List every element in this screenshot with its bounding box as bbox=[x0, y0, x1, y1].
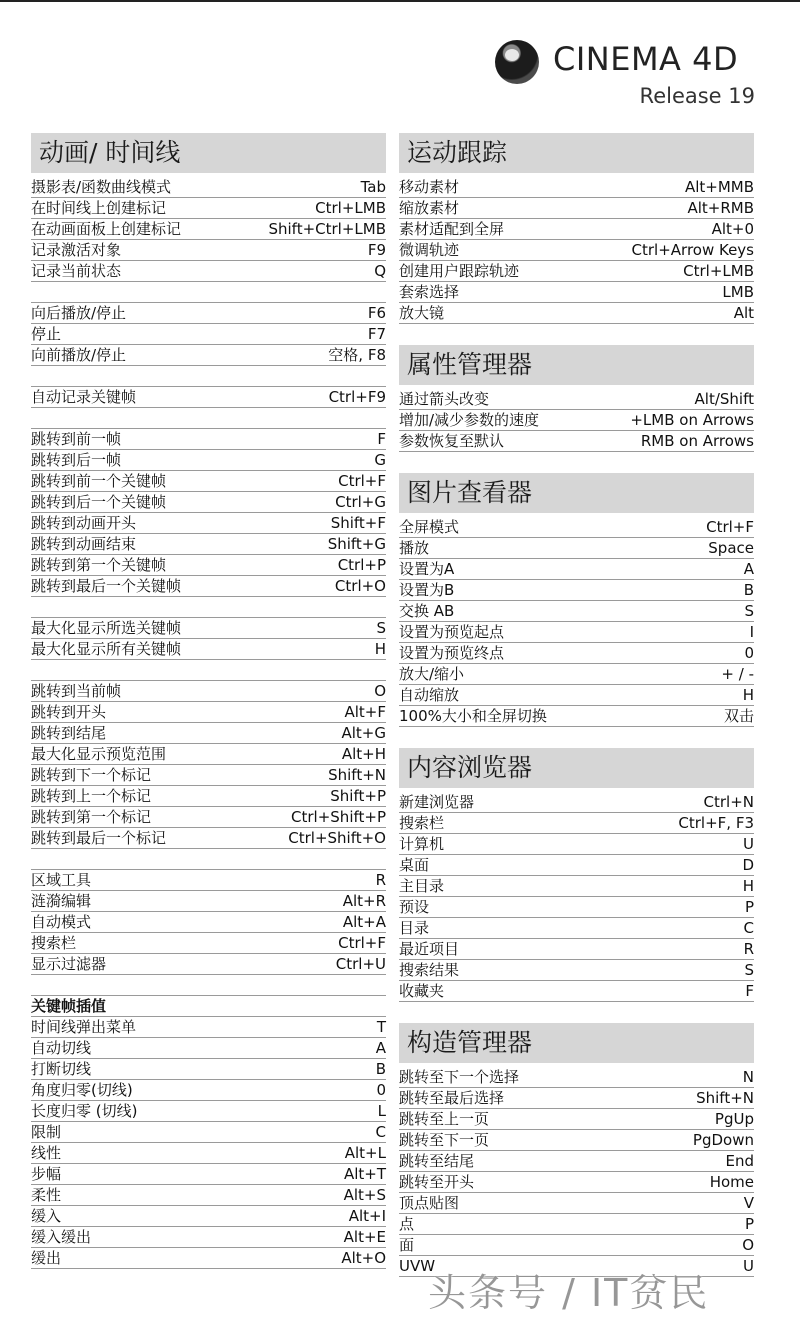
section-gap bbox=[399, 1002, 754, 1023]
shortcut-row bbox=[399, 538, 754, 559]
shortcut-row bbox=[399, 389, 754, 410]
shortcut-row bbox=[399, 981, 754, 1002]
shortcut-key: Alt+A bbox=[342, 913, 386, 931]
shortcut-key: Ctrl+LMB bbox=[315, 199, 386, 217]
shortcut-action: 设置为B bbox=[399, 581, 455, 599]
shortcut-key: Ctrl+F bbox=[338, 472, 386, 490]
shortcut-row bbox=[31, 618, 386, 639]
shortcut-action: 移动素材 bbox=[399, 178, 460, 196]
shortcut-action: UVW bbox=[399, 1257, 436, 1275]
shortcut-row bbox=[399, 664, 754, 685]
shortcut-row bbox=[31, 870, 386, 891]
shortcut-row bbox=[31, 303, 386, 324]
shortcut-key: PgDown bbox=[692, 1131, 754, 1149]
shortcut-action: 缓入 bbox=[31, 1207, 62, 1225]
shortcut-action: 停止 bbox=[31, 325, 62, 343]
shortcut-row bbox=[399, 282, 754, 303]
shortcut-action: 目录 bbox=[399, 919, 430, 937]
shortcut-key: P bbox=[744, 1215, 754, 1233]
shortcut-action: 跳转到第一个关键帧 bbox=[31, 556, 167, 574]
shortcut-row bbox=[31, 576, 386, 597]
shortcut-key: Ctrl+Arrow Keys bbox=[631, 241, 754, 259]
shortcut-key: Ctrl+F bbox=[706, 518, 754, 536]
shortcut-action: 新建浏览器 bbox=[399, 793, 475, 811]
shortcut-key: V bbox=[743, 1194, 754, 1212]
cinema4d-logo-icon bbox=[495, 40, 539, 84]
shortcut-key: R bbox=[375, 871, 386, 889]
shortcut-key: L bbox=[377, 1102, 386, 1120]
shortcut-action: 跳转至最后选择 bbox=[399, 1089, 505, 1107]
shortcut-key: Shift+F bbox=[330, 514, 386, 532]
shortcut-action: 跳转到动画开头 bbox=[31, 514, 137, 532]
shortcut-key: F9 bbox=[367, 241, 386, 259]
shortcut-key: F7 bbox=[367, 325, 386, 343]
shortcut-key: H bbox=[742, 686, 754, 704]
shortcut-action: 播放 bbox=[399, 539, 430, 557]
shortcut-key: D bbox=[742, 856, 754, 874]
shortcut-key: Tab bbox=[360, 178, 386, 196]
shortcut-key: Alt+R bbox=[342, 892, 386, 910]
shortcut-key: Shift+P bbox=[330, 787, 386, 805]
section-title: 属性管理器 bbox=[399, 345, 754, 385]
shortcut-row bbox=[399, 410, 754, 431]
shortcut-key: Alt+H bbox=[341, 745, 386, 763]
shortcut-row bbox=[399, 622, 754, 643]
shortcut-action: 区域工具 bbox=[31, 871, 92, 889]
shortcut-action: 打断切线 bbox=[31, 1060, 92, 1078]
shortcut-key: C bbox=[743, 919, 754, 937]
shortcut-action: 自动切线 bbox=[31, 1039, 92, 1057]
shortcut-action: 跳转至结尾 bbox=[399, 1152, 475, 1170]
shortcut-key: S bbox=[376, 619, 386, 637]
shortcut-key: Alt+S bbox=[343, 1186, 386, 1204]
shortcut-action: 设置为预览终点 bbox=[399, 644, 505, 662]
shortcut-action: 跳转到第一个标记 bbox=[31, 808, 152, 826]
shortcut-key: Space bbox=[708, 539, 754, 557]
shortcut-action: 放大/缩小 bbox=[399, 665, 465, 683]
shortcut-action: 跳转到前一帧 bbox=[31, 430, 122, 448]
shortcut-row bbox=[399, 198, 754, 219]
shortcut-key: Home bbox=[709, 1173, 754, 1191]
group-separator bbox=[31, 975, 386, 996]
shortcut-row bbox=[31, 744, 386, 765]
shortcut-action: 跳转至开头 bbox=[399, 1173, 475, 1191]
shortcut-key: Alt+E bbox=[343, 1228, 386, 1246]
shortcut-action: 创建用户跟踪轨迹 bbox=[399, 262, 520, 280]
shortcut-row bbox=[31, 1206, 386, 1227]
shortcut-key: H bbox=[374, 640, 386, 658]
right-column bbox=[399, 133, 754, 1277]
shortcut-row bbox=[31, 492, 386, 513]
shortcut-row bbox=[399, 1235, 754, 1256]
shortcut-key: Shift+G bbox=[327, 535, 386, 553]
section-gap bbox=[399, 452, 754, 473]
shortcut-action: 跳转到动画结束 bbox=[31, 535, 137, 553]
shortcut-key: Alt+MMB bbox=[684, 178, 754, 196]
shortcut-key: Alt+I bbox=[348, 1207, 386, 1225]
shortcut-key: N bbox=[742, 1068, 754, 1086]
shortcut-action: 计算机 bbox=[399, 835, 445, 853]
shortcut-key: 双击 bbox=[723, 707, 754, 725]
shortcut-key: F bbox=[745, 982, 754, 1000]
shortcut-row bbox=[31, 786, 386, 807]
shortcut-key: Alt+0 bbox=[711, 220, 754, 238]
shortcut-row bbox=[31, 240, 386, 261]
shortcut-row bbox=[399, 1151, 754, 1172]
section-title: 构造管理器 bbox=[399, 1023, 754, 1063]
group-separator bbox=[31, 408, 386, 429]
shortcut-row bbox=[399, 1193, 754, 1214]
shortcut-action: 跳转到下一个标记 bbox=[31, 766, 152, 784]
shortcut-key: S bbox=[744, 602, 754, 620]
shortcut-row bbox=[399, 601, 754, 622]
shortcut-key: A bbox=[375, 1039, 386, 1057]
shortcut-row bbox=[31, 1227, 386, 1248]
shortcut-action: 最近项目 bbox=[399, 940, 460, 958]
shortcut-row bbox=[31, 1080, 386, 1101]
shortcut-action: 放大镜 bbox=[399, 304, 445, 322]
shortcut-key: Alt+L bbox=[344, 1144, 386, 1162]
shortcut-action: 预设 bbox=[399, 898, 430, 916]
shortcut-row bbox=[31, 1059, 386, 1080]
shortcut-action: 跳转到后一帧 bbox=[31, 451, 122, 469]
shortcut-key: + / - bbox=[721, 665, 754, 683]
shortcut-action: 点 bbox=[399, 1215, 415, 1233]
shortcut-key: T bbox=[376, 1018, 386, 1036]
shortcut-action: 柔性 bbox=[31, 1186, 62, 1204]
brand-header bbox=[495, 40, 765, 110]
shortcut-row bbox=[31, 198, 386, 219]
shortcut-row bbox=[399, 960, 754, 981]
shortcut-key: Ctrl+G bbox=[335, 493, 386, 511]
shortcut-row bbox=[31, 450, 386, 471]
shortcut-key: Alt+G bbox=[341, 724, 386, 742]
shortcut-key: Alt/Shift bbox=[694, 390, 754, 408]
shortcut-action: 跳转至上一页 bbox=[399, 1110, 490, 1128]
shortcut-action: 在时间线上创建标记 bbox=[31, 199, 167, 217]
shortcut-action: 向前播放/停止 bbox=[31, 346, 127, 364]
shortcut-row bbox=[399, 685, 754, 706]
shortcut-action: 主目录 bbox=[399, 877, 445, 895]
shortcut-row bbox=[31, 954, 386, 975]
shortcut-action: 搜索栏 bbox=[399, 814, 445, 832]
shortcut-key: U bbox=[743, 835, 754, 853]
shortcut-key: G bbox=[374, 451, 386, 469]
shortcut-action: 步幅 bbox=[31, 1165, 62, 1183]
shortcut-action: 自动模式 bbox=[31, 913, 92, 931]
shortcut-row bbox=[31, 429, 386, 450]
shortcut-row bbox=[31, 387, 386, 408]
shortcut-action: 设置为A bbox=[399, 560, 455, 578]
shortcut-row bbox=[399, 834, 754, 855]
shortcut-row bbox=[399, 580, 754, 601]
shortcut-key: RMB on Arrows bbox=[640, 432, 754, 450]
shortcut-action: 桌面 bbox=[399, 856, 430, 874]
shortcut-action: 向后播放/停止 bbox=[31, 304, 127, 322]
brand-name: CINEMA 4D bbox=[553, 40, 739, 78]
shortcut-action: 通过箭头改变 bbox=[399, 390, 490, 408]
shortcut-action: 交换 AB bbox=[399, 602, 455, 620]
shortcut-row bbox=[399, 1109, 754, 1130]
shortcut-key: H bbox=[742, 877, 754, 895]
shortcut-row bbox=[31, 639, 386, 660]
shortcut-key: Alt+RMB bbox=[687, 199, 754, 217]
shortcut-key: Shift+N bbox=[328, 766, 386, 784]
section-title: 内容浏览器 bbox=[399, 748, 754, 788]
animation-shortcut-list bbox=[31, 177, 386, 1269]
shortcut-key: Ctrl+P bbox=[337, 556, 386, 574]
shortcut-key: Ctrl+O bbox=[334, 577, 386, 595]
shortcut-action: 全屏模式 bbox=[399, 518, 460, 536]
shortcut-action: 在动画面板上创建标记 bbox=[31, 220, 182, 238]
shortcut-key: Ctrl+Shift+P bbox=[291, 808, 386, 826]
shortcut-action: 微调轨迹 bbox=[399, 241, 460, 259]
shortcut-action: 面 bbox=[399, 1236, 415, 1254]
section-gap bbox=[399, 324, 754, 345]
shortcut-action: 素材适配到全屏 bbox=[399, 220, 505, 238]
shortcut-action: 缓入缓出 bbox=[31, 1228, 92, 1246]
shortcut-row bbox=[31, 324, 386, 345]
shortcut-row bbox=[31, 723, 386, 744]
shortcut-key: +LMB on Arrows bbox=[630, 411, 754, 429]
shortcut-key: Ctrl+N bbox=[703, 793, 754, 811]
shortcut-row bbox=[31, 1185, 386, 1206]
shortcut-key: Alt+T bbox=[343, 1165, 386, 1183]
shortcut-row bbox=[399, 918, 754, 939]
shortcut-row bbox=[31, 828, 386, 849]
shortcut-action: 缩放素材 bbox=[399, 199, 460, 217]
shortcut-key: P bbox=[744, 898, 754, 916]
shortcut-action: 长度归零 (切线) bbox=[31, 1102, 138, 1120]
shortcut-action: 显示过滤器 bbox=[31, 955, 107, 973]
shortcut-action: 搜索结果 bbox=[399, 961, 460, 979]
shortcut-action: 自动缩放 bbox=[399, 686, 460, 704]
shortcut-action: 自动记录关键帧 bbox=[31, 388, 137, 406]
shortcut-key: F6 bbox=[367, 304, 386, 322]
shortcut-key: Shift+N bbox=[696, 1089, 754, 1107]
shortcut-row bbox=[399, 897, 754, 918]
shortcut-key: I bbox=[749, 623, 754, 641]
shortcut-key: PgUp bbox=[714, 1110, 754, 1128]
shortcut-row bbox=[399, 1088, 754, 1109]
shortcut-key: Alt+F bbox=[344, 703, 386, 721]
shortcut-row bbox=[399, 939, 754, 960]
shortcut-action: 缓出 bbox=[31, 1249, 62, 1267]
section-title: 图片查看器 bbox=[399, 473, 754, 513]
shortcut-key: O bbox=[742, 1236, 754, 1254]
shortcut-row bbox=[399, 706, 754, 727]
shortcut-row bbox=[31, 1248, 386, 1269]
shortcut-key: Q bbox=[374, 262, 386, 280]
shortcut-action: 跳转至下一页 bbox=[399, 1131, 490, 1149]
shortcut-key: Ctrl+F9 bbox=[328, 388, 386, 406]
shortcut-key: Ctrl+F, F3 bbox=[678, 814, 754, 832]
shortcut-key: F bbox=[377, 430, 386, 448]
shortcut-row bbox=[31, 219, 386, 240]
shortcut-row bbox=[31, 1101, 386, 1122]
shortcut-row bbox=[31, 1038, 386, 1059]
shortcut-action: 参数恢复至默认 bbox=[399, 432, 505, 450]
shortcut-action: 角度归零(切线) bbox=[31, 1081, 133, 1099]
shortcut-key: End bbox=[725, 1152, 754, 1170]
shortcut-row bbox=[399, 303, 754, 324]
shortcut-row bbox=[399, 240, 754, 261]
shortcut-action: 套索选择 bbox=[399, 283, 460, 301]
shortcut-key: A bbox=[743, 560, 754, 578]
shortcut-row bbox=[31, 681, 386, 702]
shortcut-action: 100%大小和全屏切换 bbox=[399, 707, 547, 725]
shortcut-row bbox=[31, 702, 386, 723]
shortcut-key: Shift+Ctrl+LMB bbox=[268, 220, 386, 238]
section-gap bbox=[399, 727, 754, 748]
group-separator bbox=[31, 597, 386, 618]
shortcut-key: Alt+O bbox=[341, 1249, 386, 1267]
shortcut-key: 空格, F8 bbox=[328, 346, 386, 364]
shortcut-row bbox=[399, 261, 754, 282]
shortcut-action: 时间线弹出菜单 bbox=[31, 1018, 137, 1036]
shortcut-row bbox=[31, 912, 386, 933]
shortcut-action: 顶点贴图 bbox=[399, 1194, 460, 1212]
shortcut-action: 最大化显示预览范围 bbox=[31, 745, 167, 763]
group-separator bbox=[31, 282, 386, 303]
shortcut-row bbox=[31, 534, 386, 555]
shortcut-key: U bbox=[743, 1257, 754, 1275]
shortcut-row bbox=[399, 643, 754, 664]
shortcut-row bbox=[399, 1172, 754, 1193]
shortcut-key: Ctrl+F bbox=[338, 934, 386, 952]
shortcut-action: 跳转至下一个选择 bbox=[399, 1068, 520, 1086]
shortcut-action: 跳转到最后一个关键帧 bbox=[31, 577, 182, 595]
left-column bbox=[31, 133, 386, 1269]
shortcut-key: Ctrl+U bbox=[335, 955, 386, 973]
shortcut-action: 线性 bbox=[31, 1144, 62, 1162]
shortcut-key: B bbox=[743, 581, 754, 599]
release-label: Release 19 bbox=[639, 84, 755, 108]
shortcut-action: 最大化显示所有关键帧 bbox=[31, 640, 182, 658]
subsection-title-keyframe-interpolation: 关键帧插值 bbox=[31, 996, 386, 1017]
shortcut-action: 跳转到后一个关键帧 bbox=[31, 493, 167, 511]
shortcut-row bbox=[31, 513, 386, 534]
shortcut-action: 收藏夹 bbox=[399, 982, 445, 1000]
shortcut-row bbox=[31, 807, 386, 828]
section-title-animation-timeline: 动画/ 时间线 bbox=[31, 133, 386, 173]
shortcut-row bbox=[399, 1130, 754, 1151]
shortcut-key: O bbox=[374, 682, 386, 700]
shortcut-row bbox=[31, 1122, 386, 1143]
shortcut-key: LMB bbox=[722, 283, 754, 301]
shortcut-row bbox=[31, 345, 386, 366]
watermark: 头条号 / IT贫民 bbox=[428, 1271, 710, 1315]
shortcut-action: 设置为预览起点 bbox=[399, 623, 505, 641]
group-separator bbox=[31, 849, 386, 870]
shortcut-action: 跳转到结尾 bbox=[31, 724, 107, 742]
shortcut-row bbox=[31, 1164, 386, 1185]
shortcut-row bbox=[31, 933, 386, 954]
shortcut-action: 记录当前状态 bbox=[31, 262, 122, 280]
group-separator bbox=[31, 366, 386, 387]
shortcut-row bbox=[399, 1214, 754, 1235]
top-border bbox=[0, 0, 800, 2]
shortcut-row bbox=[31, 891, 386, 912]
shortcut-row bbox=[399, 431, 754, 452]
shortcut-row bbox=[31, 261, 386, 282]
shortcut-row bbox=[31, 177, 386, 198]
shortcut-key: 0 bbox=[376, 1081, 386, 1099]
shortcut-key: R bbox=[743, 940, 754, 958]
shortcut-action: 记录激活对象 bbox=[31, 241, 122, 259]
shortcut-row bbox=[399, 855, 754, 876]
shortcut-key: Ctrl+LMB bbox=[683, 262, 754, 280]
shortcut-row bbox=[399, 813, 754, 834]
shortcut-row bbox=[31, 1017, 386, 1038]
shortcut-action: 增加/减少参数的速度 bbox=[399, 411, 540, 429]
shortcut-key: Alt bbox=[733, 304, 754, 322]
shortcut-key: C bbox=[375, 1123, 386, 1141]
shortcut-row bbox=[31, 555, 386, 576]
shortcut-key: Ctrl+Shift+O bbox=[288, 829, 386, 847]
shortcut-row bbox=[399, 517, 754, 538]
shortcut-key: B bbox=[375, 1060, 386, 1078]
shortcut-row bbox=[399, 177, 754, 198]
shortcut-row bbox=[399, 559, 754, 580]
group-separator bbox=[31, 660, 386, 681]
shortcut-row bbox=[399, 219, 754, 240]
shortcut-key: 0 bbox=[744, 644, 754, 662]
shortcut-row bbox=[399, 876, 754, 897]
section-title: 运动跟踪 bbox=[399, 133, 754, 173]
shortcut-action: 限制 bbox=[31, 1123, 62, 1141]
shortcut-action: 跳转到最后一个标记 bbox=[31, 829, 167, 847]
shortcut-key: S bbox=[744, 961, 754, 979]
shortcut-action: 最大化显示所选关键帧 bbox=[31, 619, 182, 637]
shortcut-action: 跳转到上一个标记 bbox=[31, 787, 152, 805]
shortcut-row bbox=[31, 1143, 386, 1164]
shortcut-action: 涟漪编辑 bbox=[31, 892, 92, 910]
shortcut-action: 摄影表/函数曲线模式 bbox=[31, 178, 172, 196]
shortcut-action: 跳转到当前帧 bbox=[31, 682, 122, 700]
shortcut-action: 搜索栏 bbox=[31, 934, 77, 952]
shortcut-row bbox=[399, 1067, 754, 1088]
shortcut-row bbox=[31, 765, 386, 786]
shortcut-action: 跳转到前一个关键帧 bbox=[31, 472, 167, 490]
shortcut-action: 跳转到开头 bbox=[31, 703, 107, 721]
shortcut-row bbox=[399, 792, 754, 813]
shortcut-row bbox=[31, 471, 386, 492]
